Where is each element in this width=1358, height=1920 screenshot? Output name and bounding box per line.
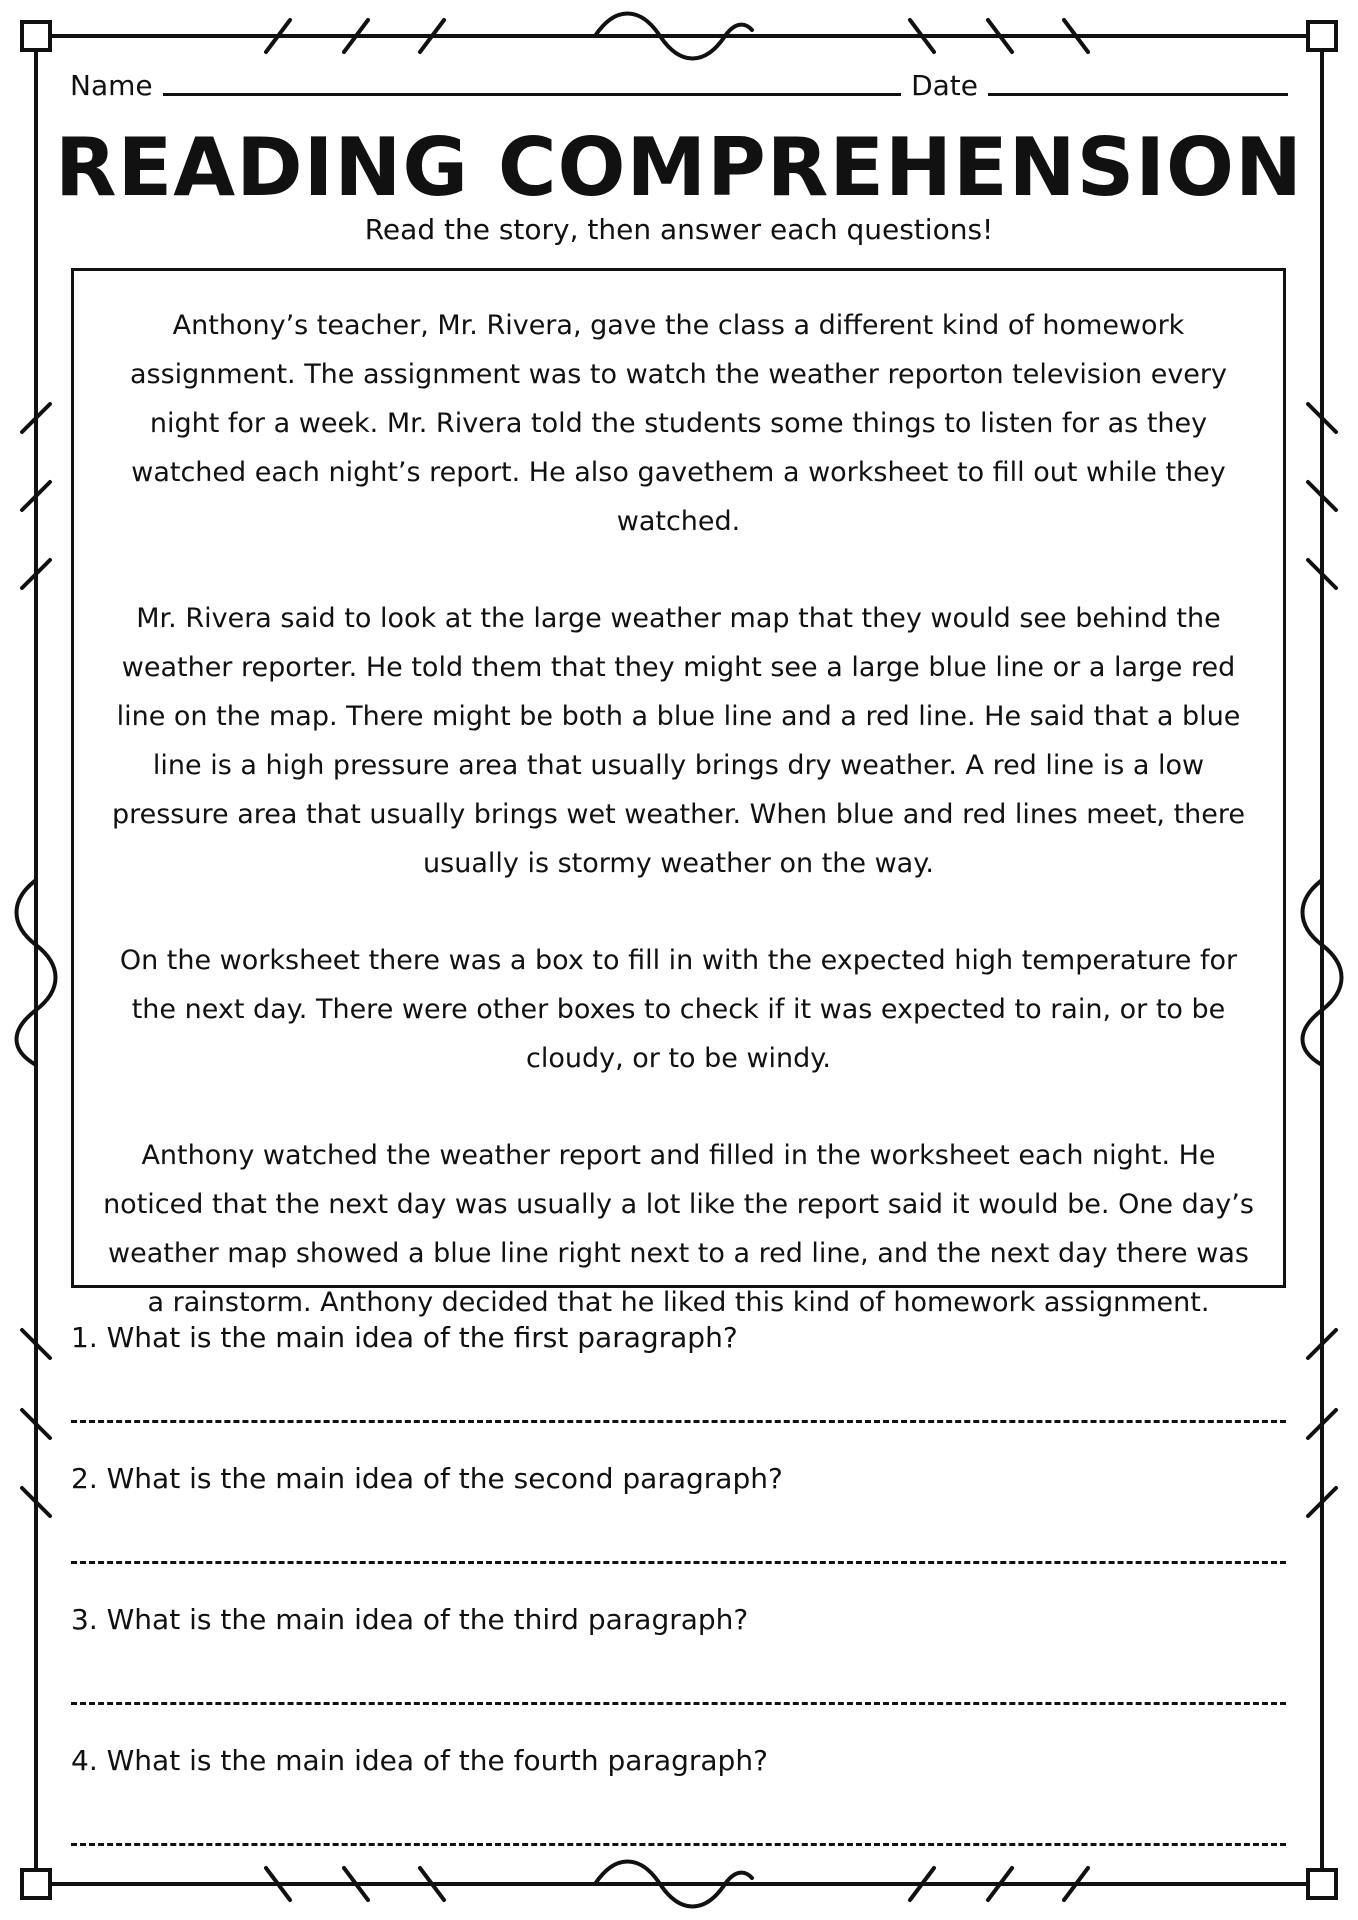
answer-line[interactable] (71, 1420, 1286, 1423)
question-4 (71, 1741, 1286, 1882)
corner-square-top-left (22, 22, 50, 50)
answer-line[interactable] (71, 1702, 1286, 1705)
question-1 (71, 1318, 1286, 1459)
question-3 (71, 1600, 1286, 1741)
story-paragraph-2: Mr. Rivera said to look at the large weather map that they would see behind the weather reporter. He told them that they might see a large blue line or a large red line on the map. There might be both a blue line and a red line. He said that a blue line is a high pressure area that usually brings dry weather. A red line is a low pressure area that usually brings wet weather. When blue and red lines meet, there usually is stormy weather on the way. (111, 603, 1245, 879)
questions-section (71, 1318, 1286, 1882)
story-paragraph-4: Anthony watched the weather report and filled in the worksheet each night. He noticed that the next day was usually a lot like the report said it would be. One day’s weather map showed a blue line right next to a red line, and the next day there was a rainstorm. Anthony decided that he liked this kind of homework assignment. (103, 1140, 1254, 1318)
answer-line[interactable] (71, 1561, 1286, 1564)
question-text: 1. What is the main idea of the first paragraph? (71, 1321, 738, 1354)
corner-square-bottom-left (22, 1870, 50, 1898)
name-label: Name (70, 69, 153, 102)
corner-square-top-right (1308, 22, 1336, 50)
corner-square-bottom-right (1308, 1870, 1336, 1898)
name-date-row (70, 62, 1288, 102)
question-text: 4. What is the main idea of the fourth paragraph? (71, 1744, 768, 1777)
page-title: READING COMPREHENSION (55, 121, 1303, 214)
story-box (71, 268, 1286, 1318)
question-text: 3. What is the main idea of the third paragraph? (71, 1603, 749, 1636)
story-paragraph-1: Anthony’s teacher, Mr. Rivera, gave the class a different kind of homework assignment. The assignment was to watch the weather reporton television every night for a week. Mr. Rivera told the students some things to listen for as they watched each night’s report. He also gavethem a worksheet to fill out while they watched. (129, 310, 1227, 537)
date-field[interactable] (988, 93, 1288, 96)
answer-line[interactable] (71, 1843, 1286, 1846)
story-paragraph-3: On the worksheet there was a box to fill in with the expected high temperature for the next day. There were other boxes to check if it was expected to rain, or to be cloudy, or to be windy. (119, 945, 1238, 1074)
page-subtitle: Read the story, then answer each questions! (364, 213, 994, 246)
question-text: 2. What is the main idea of the second paragraph? (71, 1462, 783, 1495)
date-label: Date (911, 69, 978, 102)
name-field[interactable] (163, 93, 901, 96)
question-2 (71, 1459, 1286, 1600)
